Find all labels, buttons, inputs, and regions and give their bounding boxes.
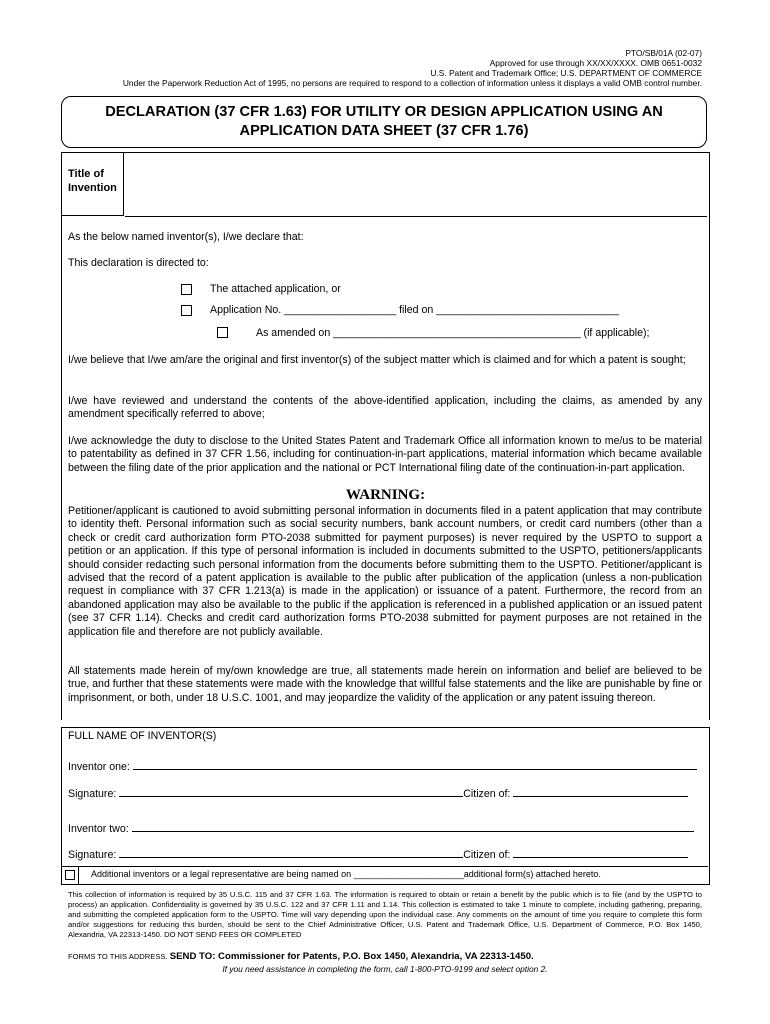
application-number-field[interactable]: Application No. ___________________ filed on _______________________________ [210, 304, 619, 316]
reviewed-paragraph: I/we have reviewed and understand the contents of the above-identified application, including the claims, as amended by any amendment specifically referred to above; [68, 395, 702, 421]
inventor-two-row [68, 821, 694, 835]
warning-title: WARNING: [345, 487, 426, 503]
believe-paragraph: I/we believe that I/we am/are the original and first inventor(s) of the subject matter which is claimed and for which a patent is sought; [68, 354, 686, 366]
application-number-checkbox[interactable] [181, 305, 192, 316]
signature-two-field[interactable] [119, 847, 463, 858]
signature-two-label: Signature: [68, 849, 117, 861]
additional-top-rule [79, 866, 708, 867]
signature-one-row [68, 786, 688, 800]
title-of-invention-label: Title of Invention [62, 153, 124, 216]
inventor-one-field[interactable] [133, 759, 697, 770]
attached-application-checkbox[interactable] [181, 284, 192, 295]
attached-application-label: The attached application, or [210, 283, 341, 295]
citizen-one-field[interactable] [513, 786, 688, 797]
form-id: PTO/SB/01A (02-07) [625, 48, 702, 58]
inventor-two-field[interactable] [132, 821, 694, 832]
declare-intro: As the below named inventor(s), I/we declare that: [68, 231, 304, 243]
amended-checkbox[interactable] [217, 327, 228, 338]
title-line-2: APPLICATION DATA SHEET (37 CFR 1.76) [239, 123, 529, 139]
acknowledge-paragraph: I/we acknowledge the duty to disclose to the United States Patent and Trademark Office all information known to me/us to be material to patentability as defined in 37 CFR 1.56, including for continuation-in-part applications, material information which became available between the filing date of the prior application and the national or PCT International filing date of the continuation-in-part application. [68, 435, 702, 474]
inventor-two-label: Inventor two: [68, 823, 129, 835]
form-header [123, 48, 702, 88]
paperwork-notice: Under the Paperwork Reduction Act of 1995, no persons are required to respond to a collection of information unless it displays a valid OMB control number. [122, 78, 702, 88]
citizen-two-label: Citizen of: [463, 849, 511, 861]
signature-one-field[interactable] [119, 786, 463, 797]
title-of-invention-field[interactable] [125, 153, 707, 217]
office-name: U.S. Patent and Trademark Office; U.S. DEPARTMENT OF COMMERCE [430, 68, 702, 78]
additional-inventors-checkbox[interactable] [65, 870, 75, 880]
additional-inventors-text: Additional inventors or a legal representative are being named on ______________________additional form(s) attached hereto. [91, 869, 601, 879]
signature-one-label: Signature: [68, 788, 117, 800]
citizen-one-label: Citizen of: [463, 788, 511, 800]
warning-text: Petitioner/applicant is cautioned to avoid submitting personal information in documents filed in a patent application that may contribute to identity theft. Personal information such as social security numbers, bank account numbers, or credit card numbers (other than a check or credit card authorization form PTO-2038 submitted for payment purposes) is never required by the USPTO to support a petition or an application. If this type of personal information is included in documents submitted to the USPTO, petitioners/applicants should consider redacting such personal information from the documents before submitting them to the USPTO. Petitioner/applicant is advised that the record of a patent application is available to the public after publication of the application (unless a non-publication request in compliance with 37 CFR 1.213(a) is made in the application) or issuance of a patent. Furthermore, the record from an abandoned application may also be available to the public if the application is referenced in a published application or an issued patent (see 37 CFR 1.14). Checks and credit card authorization forms PTO-2038 submitted for payment purposes are not retained in the application file and therefore are not publicly available. [68, 505, 702, 638]
inventor-one-row [68, 759, 697, 773]
inventors-section [61, 727, 710, 885]
declaration-body [61, 152, 710, 720]
amended-on-field[interactable]: As amended on __________________________________________ (if applicable); [256, 327, 650, 339]
inventors-heading: FULL NAME OF INVENTOR(S) [68, 730, 217, 742]
send-to-line [68, 951, 534, 962]
send-to-address: SEND TO: Commissioner for Patents, P.O. Box 1450, Alexandria, VA 22313-1450. [169, 951, 534, 962]
burden-statement: This collection of information is required by 35 U.S.C. 115 and 37 CFR 1.63. The information is required to obtain or retain a benefit by the public which is to file (and by the USPTO to process) an application. Confidentiality is governed by 35 U.S.C. 122 and 37 CFR 1.11 and 1.14. This collection is estimated to take 1 minute to complete, including gathering, preparing, and submitting the completed application form to the USPTO. Time will vary depending upon the individual case. Any comments on the amount of time you require to complete this form and/or suggestions for reducing this burden, should be sent to the Chief Administrative Officer, U.S. Patent and Trademark Office, U.S. Department of Commerce, P.O. Box 1450, Alexandria, VA 22313-1450. DO NOT SEND FEES OR COMPLETED [68, 890, 702, 939]
inventor-one-label: Inventor one: [68, 761, 130, 773]
additional-inventors-row [61, 866, 708, 884]
forms-prefix: FORMS TO THIS ADDRESS. [68, 952, 168, 961]
statements-paragraph: All statements made herein of my/own knowledge are true, all statements made herein on information and belief are believed to be true, and further that these statements were made with the knowledge that willful false statements and the like are punishable by fine or imprisonment, or both, under 18 U.S.C. 1001, and may jeopardize the validity of the application or any patent issuing thereon. [68, 665, 702, 704]
help-line: If you need assistance in completing the form, call 1-800-PTO-9199 and select option 2. [222, 964, 548, 974]
signature-two-row [68, 847, 688, 861]
omb-approval: Approved for use through XX/XX/XXXX. OMB 0651-0032 [489, 58, 702, 68]
title-line-1: DECLARATION (37 CFR 1.63) FOR UTILITY OR DESIGN APPLICATION USING AN [105, 104, 663, 120]
form-title [61, 96, 707, 148]
directed-to: This declaration is directed to: [68, 257, 209, 269]
citizen-two-field[interactable] [513, 847, 688, 858]
